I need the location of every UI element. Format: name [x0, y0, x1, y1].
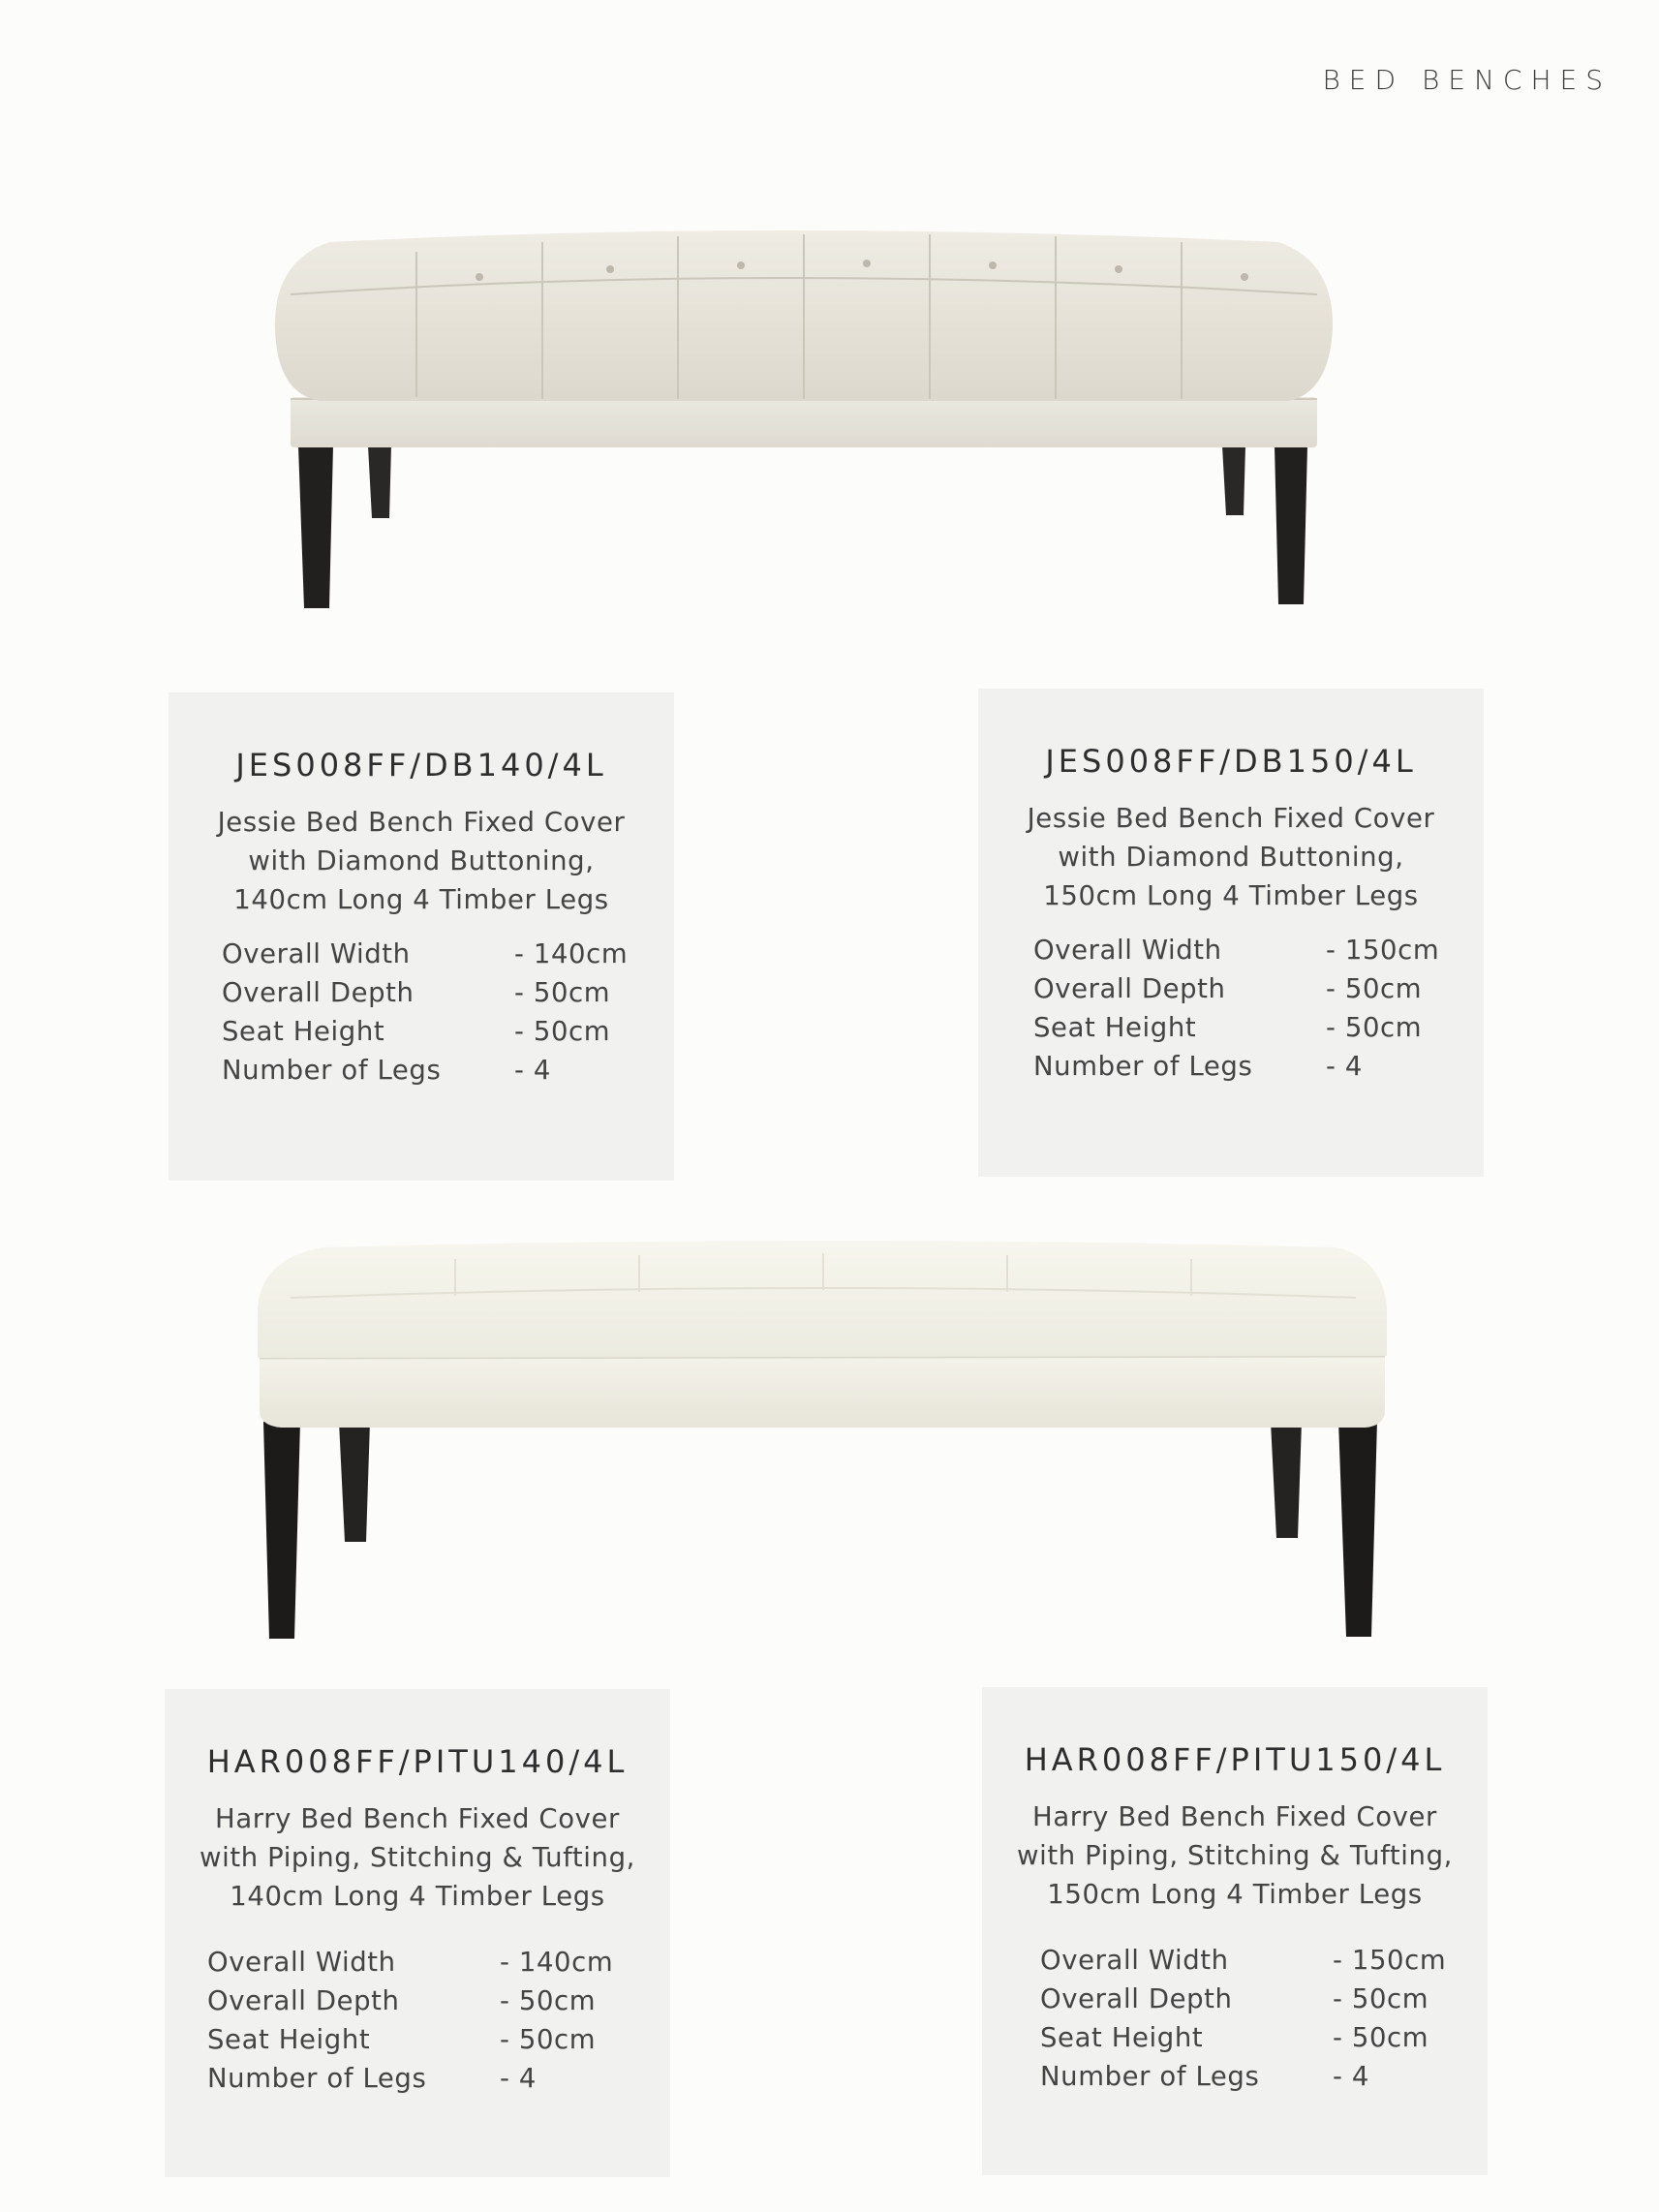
section-title: BED BENCHES: [1322, 64, 1612, 96]
desc-line: with Diamond Buttoning,: [1058, 842, 1404, 873]
desc-line: with Piping, Stitching & Tufting,: [200, 1842, 635, 1873]
spec-row: Overall Depth - 50cm: [207, 1985, 597, 2016]
jessie-bench-image: [0, 223, 1659, 620]
desc-line: Jessie Bed Bench Fixed Cover: [217, 807, 626, 838]
desc-line: Harry Bed Bench Fixed Cover: [1032, 1801, 1437, 1832]
spec-row: Number of Legs - 4: [222, 1055, 551, 1086]
spec-row: Overall Width - 150cm: [1033, 935, 1440, 966]
desc-line: with Diamond Buttoning,: [248, 845, 595, 876]
spec-table: [222, 935, 628, 1090]
product-card-har-140: [165, 1689, 670, 2177]
spec-row: Overall Width - 140cm: [222, 938, 629, 969]
spec-table: [1040, 1941, 1446, 2096]
spec-row: Number of Legs - 4: [207, 2063, 537, 2094]
product-description: [982, 1797, 1488, 1914]
harry-bench-image: [0, 1240, 1659, 1646]
product-card-jes-140: [169, 692, 674, 1181]
product-code: HAR008FF/PITU150/4L: [1024, 1741, 1446, 1778]
product-card-jes-150: [978, 689, 1484, 1177]
desc-line: Harry Bed Bench Fixed Cover: [215, 1803, 620, 1834]
spec-row: Overall Depth - 50cm: [1033, 973, 1423, 1004]
desc-line: with Piping, Stitching & Tufting,: [1017, 1840, 1453, 1871]
product-code: JES008FF/DB150/4L: [1045, 743, 1417, 780]
product-code: JES008FF/DB140/4L: [235, 747, 607, 783]
spec-row: Seat Height - 50cm: [207, 2024, 597, 2055]
product-card-har-150: [982, 1687, 1488, 2175]
spec-table: [207, 1943, 613, 2098]
spec-row: Seat Height - 50cm: [1040, 2022, 1429, 2053]
spec-row: Number of Legs - 4: [1040, 2061, 1369, 2092]
spec-row: Overall Depth - 50cm: [222, 977, 611, 1008]
spec-table: [1033, 931, 1439, 1086]
spec-row: Overall Depth - 50cm: [1040, 1983, 1429, 2014]
spec-row: Seat Height - 50cm: [222, 1016, 611, 1047]
desc-line: 140cm Long 4 Timber Legs: [233, 884, 609, 915]
product-description: [165, 1799, 670, 1916]
spec-row: Number of Legs - 4: [1033, 1051, 1363, 1082]
desc-line: 150cm Long 4 Timber Legs: [1043, 880, 1419, 911]
desc-line: 140cm Long 4 Timber Legs: [230, 1881, 605, 1912]
desc-line: Jessie Bed Bench Fixed Cover: [1027, 803, 1435, 834]
desc-line: 150cm Long 4 Timber Legs: [1047, 1879, 1423, 1910]
spec-row: Seat Height - 50cm: [1033, 1012, 1423, 1043]
product-description: [169, 803, 674, 919]
spec-row: Overall Width - 150cm: [1040, 1945, 1447, 1976]
product-description: [978, 799, 1484, 915]
spec-row: Overall Width - 140cm: [207, 1947, 614, 1978]
product-code: HAR008FF/PITU140/4L: [206, 1743, 629, 1780]
